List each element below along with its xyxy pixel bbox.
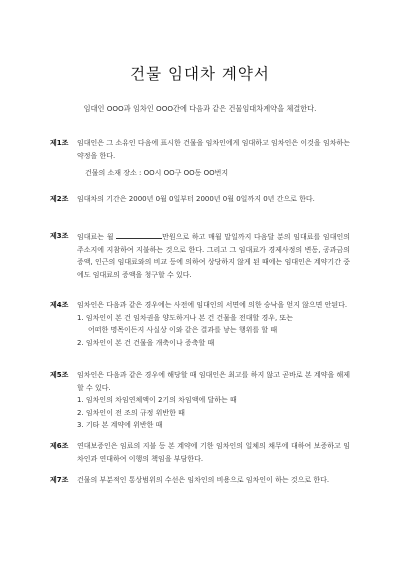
article-body: 연대보증인은 임료의 지불 등 본 계약에 기한 임차인의 일체의 채무에 대하여 보증하고 임차인과 연대하여 이행의 책임을 부담한다. (77, 442, 350, 463)
article-body: 임차인은 다음과 같은 경우에 해당할 때 임대인은 최고를 하지 않고 곧바로 본 계약을 해제할 수 있다. (77, 371, 350, 392)
article-number: 제3조 (50, 232, 69, 240)
article-number: 제6조 (50, 442, 69, 450)
article-number: 제5조 (50, 371, 69, 379)
list-item: 3. 기타 본 계약에 위반한 때 (77, 421, 163, 430)
article-body (77, 230, 350, 281)
article-4 (50, 299, 350, 349)
article-body: 건물의 부분적인 통상범위의 수선은 임차인의 비용으로 임차인이 하는 것으로 한다. (77, 476, 330, 484)
rent-amount-blank (116, 230, 162, 239)
list-item: 어떠한 명목이든지 사실상 이와 같은 결과를 낳는 행위를 할 때 (88, 326, 278, 335)
list-item: 2. 임차인이 본 건 건물을 개축이나 증축할 때 (77, 338, 215, 347)
article-7 (50, 474, 350, 487)
document-title: 건물 임대차 계약서 (130, 65, 270, 83)
article-2 (50, 193, 350, 206)
article-number: 제7조 (50, 476, 69, 484)
article-3 (50, 230, 350, 281)
intro-paragraph: 임대인 OOO과 임차인 OOO간에 다음과 같은 건물임대차계약을 체결한다. (83, 104, 317, 113)
article-1 (50, 137, 350, 180)
article-body: 임대인은 그 소유인 다음에 표시한 건물을 임차인에게 임대하고 임차인은 이것을 임차하는 약정을 한다. (77, 139, 350, 160)
list-item: 1. 임차인의 차임연체액이 2기의 차임액에 달하는 때 (77, 396, 237, 405)
article-number: 제1조 (50, 139, 69, 147)
article-5 (50, 369, 350, 432)
article-number: 제2조 (50, 195, 69, 203)
article-body: 임대차의 기간은 2000년 0월 0일부터 2000년 0월 0일까지 0년 간으로 한다. (77, 195, 315, 203)
article-text-before-blank: 임대료는 월 (77, 233, 117, 241)
building-location: 건물의 소재 장소 : OO시 OO구 OO동 OO번지 (85, 169, 229, 178)
list-item: 2. 임차인이 전 조의 규정 위반한 때 (77, 408, 185, 417)
article-6 (50, 440, 350, 465)
article-text-after-blank: 만원으로 하고 매월 말일까지 다음달 분의 임대료를 임대인의 주소지에 지참하여 지불하는 것으로 한다. 그리고 그 임대료가 경제사정의 변동, 공과금의 증액, 인근의 임대료와의 비교 등에 의하여 상당하지 않게 된 때에는 임대인은 계약기간 중에도 임대료의 증액을 청구할 수 있다. (77, 233, 350, 279)
list-item: 1. 임차인이 본 건 임차권을 양도하거나 본 건 건물을 전대할 경우, 또는 (77, 313, 293, 322)
article-number: 제4조 (50, 301, 69, 309)
article-body: 임차인은 다음과 같은 경우에는 사전에 임대인의 서면에 의한 승낙을 얻지 않으면 안된다. (77, 301, 348, 309)
